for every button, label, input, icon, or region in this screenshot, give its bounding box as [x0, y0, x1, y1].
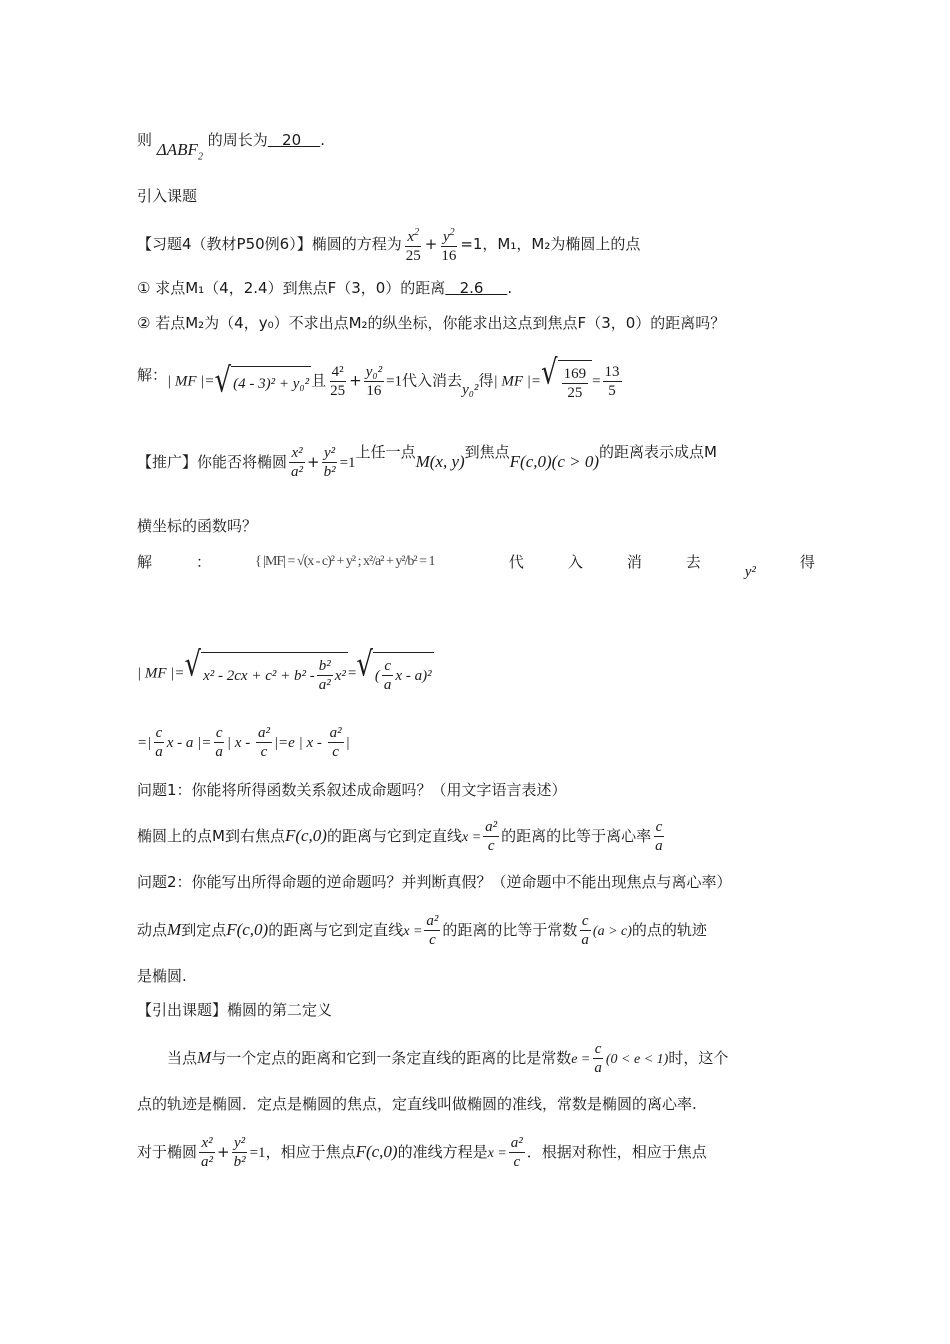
directrix-line: 对于椭圆 $\frac{\text{x²}}{\text{a²}}$ + $\frac{\text{y²}}{\text{b²}}$ =1，相应于焦点F(c,0)的准线方程是x = $\frac{\text{a²}}{c}$ ．根据对称性，相应于焦点 [137, 1135, 707, 1170]
mf-derivation: | MF |= √ x² - 2cx + c² + b² - $\frac{\text{b²}}{\text{a²}}$ x² = √ ( $\frac{c}{a}$ x - a)² [137, 645, 432, 693]
perimeter-line: 则 $\Delta ABF_2$ 的周长为 20 . [137, 131, 325, 163]
solution-1: 解：| MF |= √ (4 - 3)² + y₀² 且 $\frac{\text{4²}}{25}$ + $\frac{\text{y₀²}}{16}$ =1代入消去y₀²得| MF |= √ $\frac{169}{25}$ = $\frac{13}{5}$ [137, 353, 620, 401]
triangle-abf2: $\Delta ABF_2$ [156, 140, 203, 163]
definition-line: 当点M与一个定点的距离和它到一条定直线的距离的比是常数e = $\frac{c}{a}$ (0 < e < 1)时，这个 [167, 1041, 729, 1076]
definition-line-2: 点的轨迹是椭圆．定点是椭圆的焦点，定直线叫做椭圆的准线，常数是椭圆的离心率. [137, 1095, 697, 1113]
answer-blank: 2.6 [459, 279, 484, 297]
text: 则 [137, 131, 153, 149]
fraction: $\frac{y^2}{16}$ [439, 224, 458, 265]
system-of-equations: { |MF| = √(x - c)² + y² ; x²/a² + y²/b² = 1 [254, 554, 435, 569]
generalization-line: 【推广】你能否将椭圆 $\frac{\text{x²}}{\text{a²}}$ + $\frac{\text{y²}}{\text{b²}}$ =1上任一点M(x, y)到焦点F(c,0)(c > 0)的距离表示成点M [137, 443, 717, 480]
mf-simplified: =| $\frac{c}{a}$ x - a |= $\frac{c}{a}$ | x - $\frac{\text{a²}}{c}$ |=e | x - $\frac{\text{a²}}{c}$ | [137, 725, 350, 760]
exercise-4-line: 【习题4（教材P50例6）】椭圆的方程为 $\frac{x^2}{25}$ + $\frac{y^2}{16}$ =1，M₁，M₂为椭圆上的点 [137, 224, 640, 265]
intro-heading: 引入课题 [137, 187, 198, 205]
problem-1: 问题1：你能将所得函数关系叙述成命题吗？（用文字语言表述） [137, 781, 567, 799]
question-1: ① 求点M₁（4，2.4）到焦点F（3，0）的距离 2.6 . [137, 279, 513, 297]
problem-2: 问题2：你能写出所得命题的逆命题吗？并判断真假？（逆命题中不能出现焦点与离心率） [137, 873, 732, 891]
second-definition-heading: 【引出课题】椭圆的第二定义 [137, 1001, 333, 1019]
converse-line-2: 是椭圆. [137, 967, 187, 985]
proposition-line: 椭圆上的点M到右焦点F(c,0)的距离与它到定直线x = $\frac{\text{a²}}{c}$ 的距离的比等于离心率 $\frac{c}{a}$ [137, 819, 663, 854]
converse-line: 动点M到定点F(c,0)的距离与它到定直线x = $\frac{\text{a²}}{c}$ 的距离的比等于常数 $\frac{c}{a}$ (a > c)的点的轨迹 [137, 913, 707, 948]
sqrt: √ (4 - 3)² + y₀² [214, 361, 310, 401]
solution-2-line: 解 ： { |MF| = √(x - c)² + y² ; x²/a² + y²/b² = 1 代 入 消 去 y² 得 [137, 553, 815, 580]
fraction: $\frac{x^2}{25}$ [404, 224, 423, 265]
generalization-line-2: 横坐标的函数吗？ [137, 517, 258, 535]
answer-blank: 20 [282, 131, 302, 149]
text: 的周长为 [207, 131, 268, 149]
question-2: ② 若点M₂为（4，y₀）不求出点M₂的纵坐标，你能求出这点到焦点F（3，0）的距离吗？ [137, 314, 726, 332]
